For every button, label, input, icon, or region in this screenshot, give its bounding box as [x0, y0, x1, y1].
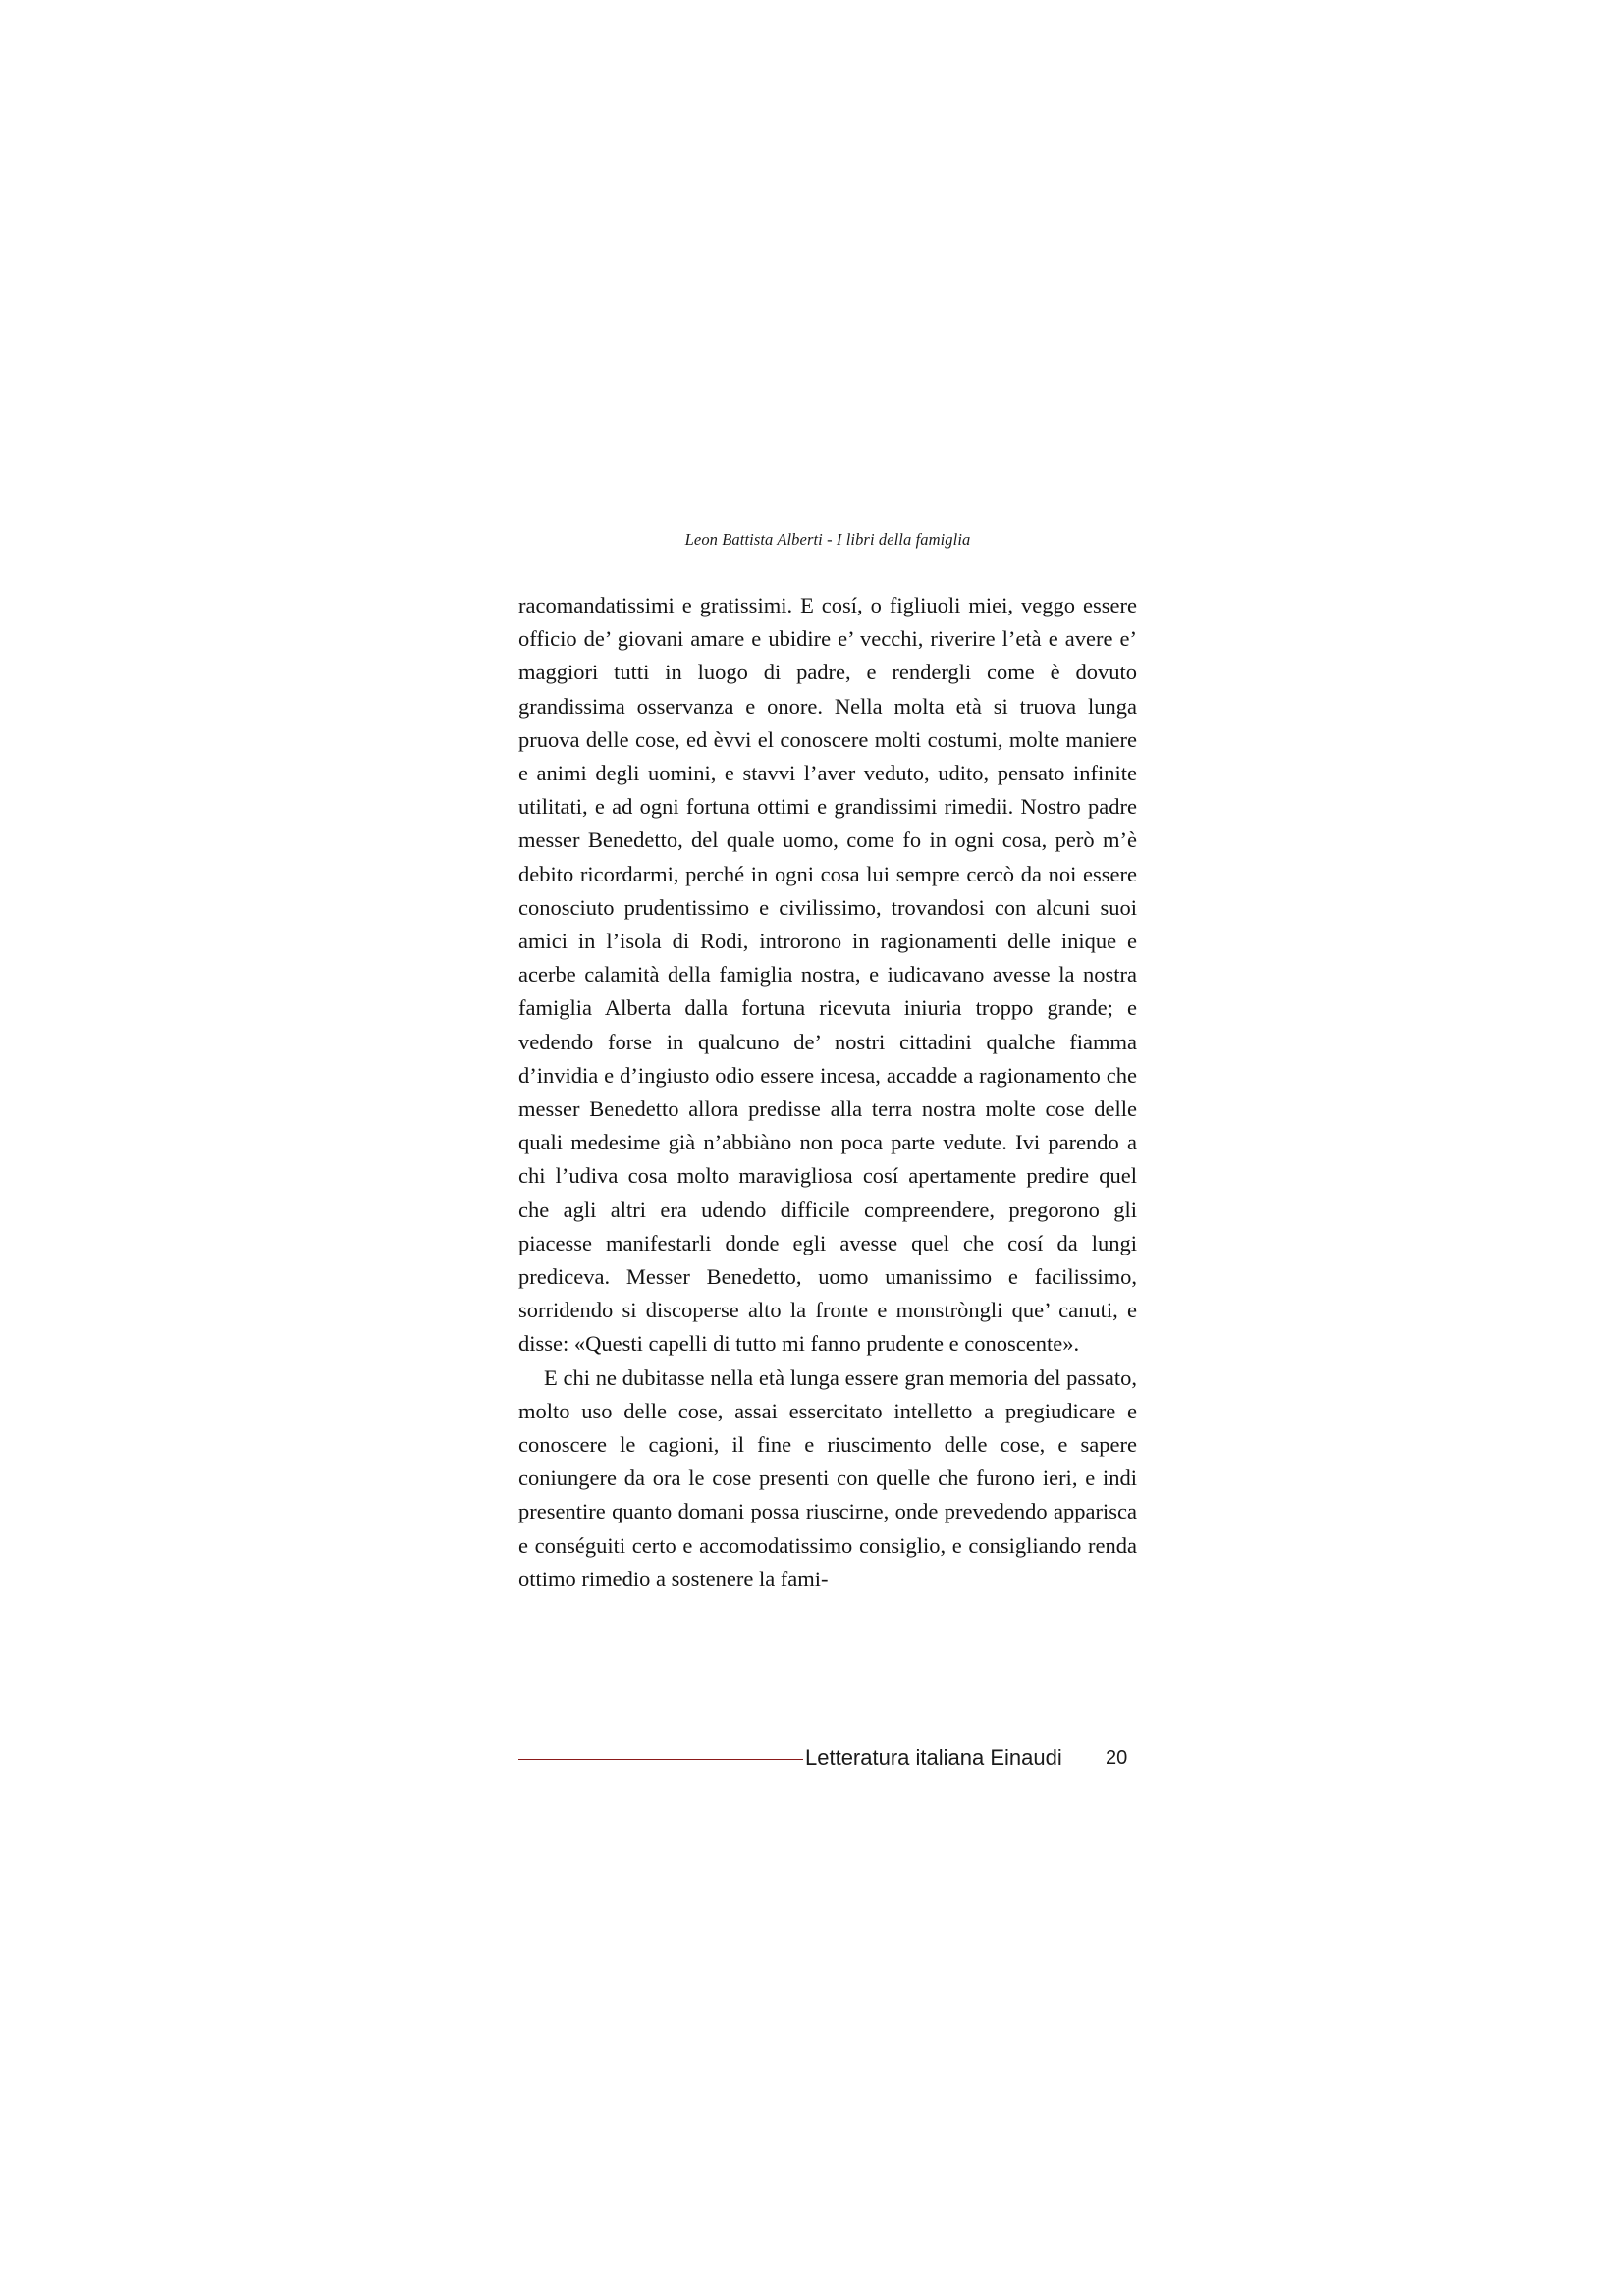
running-head: Leon Battista Alberti - I libri della famiglia: [684, 530, 971, 549]
footer-rule: [518, 1759, 803, 1760]
paragraph-1: racomandatissimi e gratissimi. E cosí, o figliuoli miei, veggo essere officio de’ giovani amare e ubidire e’ vecchi, riverire l’età e avere e’ maggiori tutti in luogo di padre, e rendergli come è dovuto grandissima osservanza e onore. Nella molta età si truova lunga pruova delle cose, ed èvvi el conoscere molti costumi, molte maniere e animi degli uomini, e stavvi l’aver veduto, udito, pensato infinite utilitati, e ad ogni fortuna ottimi e grandissimi rimedii. Nostro padre messer Benedetto, del quale uomo, come fo in ogni cosa, però m’è debito ricordarmi, perché in ogni cosa lui sempre cercò da noi essere conosciuto prudentissimo e civilissimo, trovandosi con alcuni suoi amici in l’isola di Rodi, introrono in ragionamenti delle inique e acerbe calamità della famiglia nostra, e iudicavano avesse la nostra famiglia Alberta dalla fortuna ricevuta iniuria troppo grande; e vedendo forse in qualcuno de’ nostri cittadini qualche fiamma d’invidia e d’ingiusto odio essere incesa, accadde a ragionamento che messer Benedetto allora predisse alla terra nostra molte cose delle quali medesime già n’abbiàno non poca parte vedute. Ivi parendo a chi l’udiva cosa molto maravigliosa cosí apertamente predire quel che agli altri era udendo difficile compreendere, pregorono gli piacesse manifestarli donde egli avesse quel che cosí da lungi prediceva. Messer Benedetto, uomo umanissimo e facilissimo, sorridendo si discoperse alto la fronte e monstròngli que’ canuti, e disse: «Questi capelli di tutto mi fanno prudente e conoscente».: [518, 593, 1137, 1357]
body-text: [518, 589, 1137, 1596]
paragraph-2: E chi ne dubitasse nella età lunga essere gran memoria del passato, molto uso delle cose, assai essercitato intelletto a pregiudicare e conoscere le cagioni, il fine e riuscimento delle cose, e sapere coniungere da ora le cose presenti con quelle che furono ieri, e indi presentire quanto domani possa riuscirne, onde prevedendo apparisca e conséguiti certo e accomodatissimo consiglio, e consigliando renda ottimo rimedio a sostenere la fami-: [518, 1364, 1137, 1591]
text-column: [518, 530, 1137, 1596]
page-number: 20: [1106, 1747, 1128, 1769]
page-footer: [518, 1745, 1206, 1775]
footer-label: Letteratura italiana Einaudi: [805, 1745, 1062, 1770]
